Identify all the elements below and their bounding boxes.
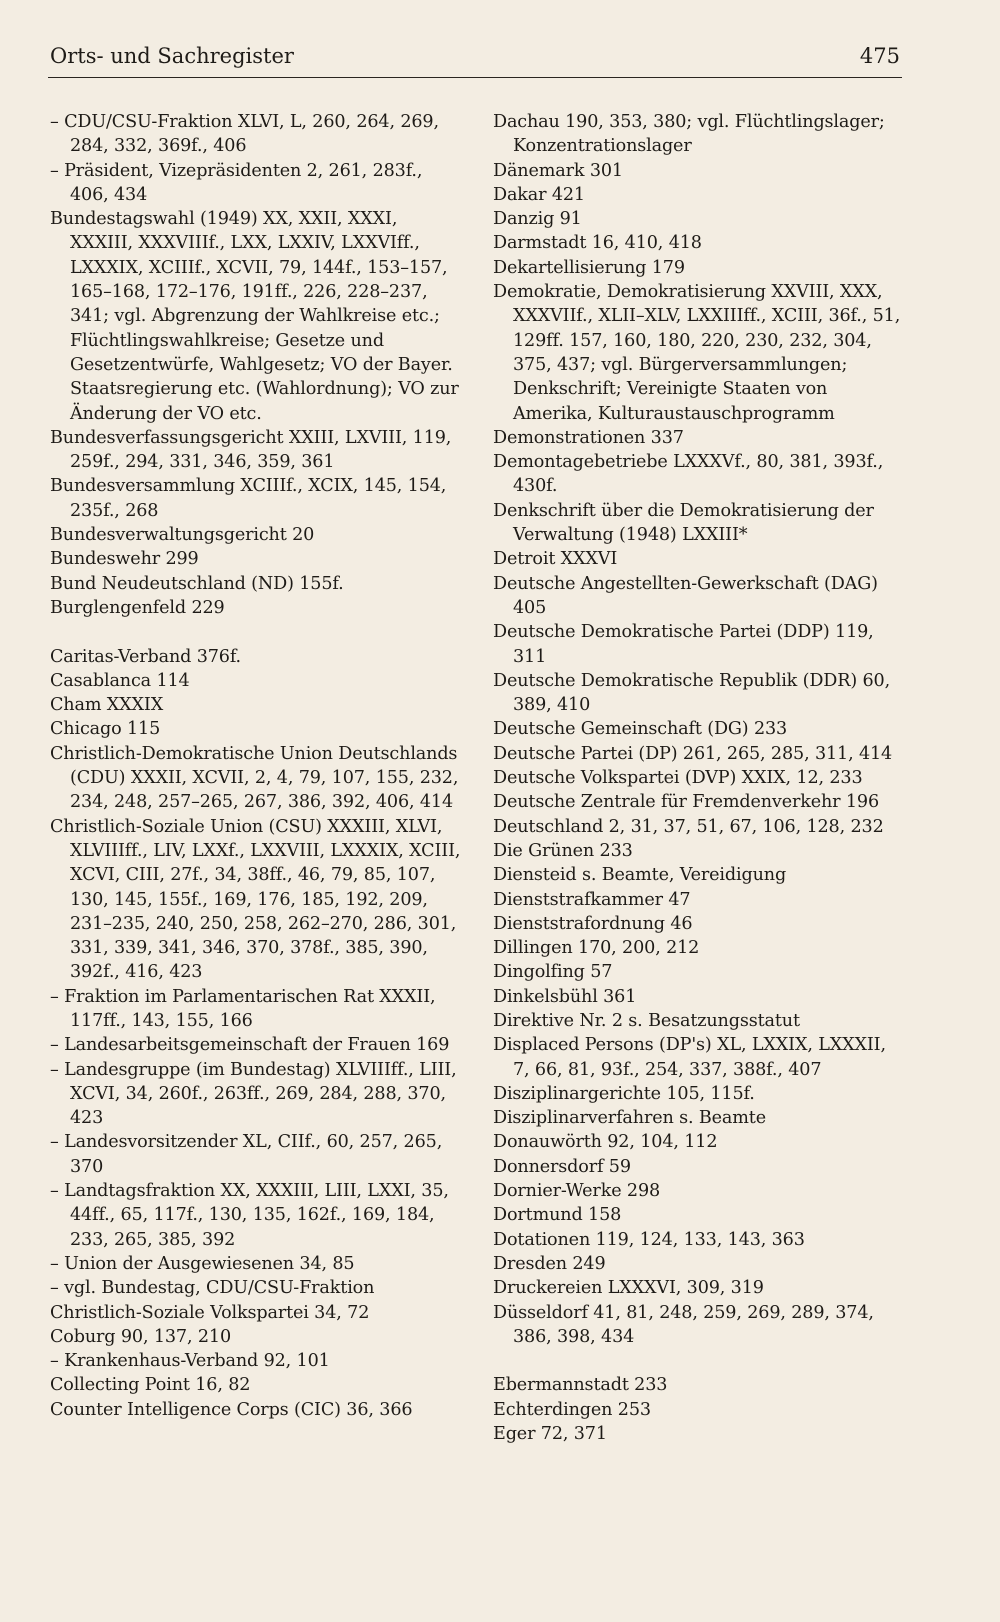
letter-group-gap — [50, 620, 462, 644]
index-entry: Darmstadt 16, 410, 418 — [493, 233, 702, 254]
index-entry: Düsseldorf 41, 81, 248, 259, 269, 289, 374, 386, 398, 434 — [493, 1302, 874, 1347]
index-entry: Deutsche Demokratische Republik (DDR) 60, 389, 410 — [493, 670, 891, 716]
index-entry: Dinkelsbühl 361 — [493, 986, 637, 1007]
index-subentry: – Landesvorsitzender XL, CIIf., 60, 257, 265, 370 — [50, 1132, 443, 1177]
index-entry: Demontagebetriebe LXXXVf., 80, 381, 393f., 430f. — [493, 452, 884, 497]
index-entry: Dienststrafkammer 47 — [493, 889, 691, 910]
index-entry: Dillingen 170, 200, 212 — [493, 938, 700, 959]
index-entry: Dienststrafordnung 46 — [493, 913, 693, 934]
index-entry: Denkschrift über die Demokratisierung der Verwaltung (1948) LXXIII* — [493, 500, 874, 546]
index-entry: Deutsche Angestellten-Gewerkschaft (DAG) 405 — [493, 573, 878, 618]
index-entry: Displaced Persons (DP's) XL, LXXIX, LXXXII, 7, 66, 81, 93f., 254, 337, 388f., 407 — [493, 1035, 886, 1080]
left-index-column — [50, 110, 462, 1422]
index-entry: Deutsche Gemeinschaft (DG) 233 — [493, 719, 788, 740]
header-rule — [48, 77, 902, 78]
index-entry: Dingolfing 57 — [493, 962, 613, 983]
index-subentry: – Landesarbeitsgemeinschaft der Frauen 169 — [50, 1035, 450, 1056]
index-entry: Deutsche Zentrale für Fremdenverkehr 196 — [493, 792, 880, 813]
index-entry: Deutsche Partei (DP) 261, 265, 285, 311, 414 — [493, 743, 893, 764]
index-entry: Caritas-Verband 376f. — [50, 646, 241, 667]
index-entry: Chicago 115 — [50, 719, 161, 740]
index-entry: Christlich-Soziale Volkspartei 34, 72 — [50, 1302, 370, 1323]
running-header-title: Orts- und Sachregister — [50, 44, 294, 68]
index-entry: Dachau 190, 353, 380; vgl. Flüchtlingslager; Konzentrationslager — [493, 112, 885, 157]
index-entry: Dakar 421 — [493, 184, 585, 205]
index-entry: Deutsche Volkspartei (DVP) XXIX, 12, 233 — [493, 768, 863, 789]
index-entry: Christlich-Demokratische Union Deutschlands (CDU) XXXII, XCVII, 2, 4, 79, 107, 155, 232, 234, 248, 257–265, 267, 386, 392, 406, 414 — [50, 743, 459, 813]
index-entry: Demokratie, Demokratisierung XXVIII, XXX, XXXVIIf., XLII–XLV, LXXIIIff., XCIII, 36f., 51, 129ff. 157, 160, 180, 220, 230, 232, 304, 375, 437; vgl. Bürgerversammlungen; Denkschrift; Vereinigte Staaten von Amerika, Kulturaustauschprogramm — [493, 282, 901, 424]
index-entry: Donauwörth 92, 104, 112 — [493, 1132, 718, 1153]
page-header — [48, 44, 900, 74]
index-entry: Counter Intelligence Corps (CIC) 36, 366 — [50, 1399, 413, 1420]
index-entry: Dornier-Werke 298 — [493, 1181, 661, 1202]
index-entry: Disziplinarverfahren s. Beamte — [493, 1108, 766, 1129]
page-number: 475 — [859, 44, 900, 68]
index-subentry: – Fraktion im Parlamentarischen Rat XXXII, 117ff., 143, 155, 166 — [50, 986, 436, 1031]
index-entry: Dresden 249 — [493, 1253, 606, 1274]
index-entry: Bundesversammlung XCIIIf., XCIX, 145, 154, 235f., 268 — [50, 476, 447, 521]
index-entry: Casablanca 114 — [50, 670, 190, 691]
index-entry: Collecting Point 16, 82 — [50, 1375, 251, 1396]
index-entry: Dortmund 158 — [493, 1205, 622, 1226]
index-entry: Dänemark 301 — [493, 160, 623, 181]
index-entry: Coburg 90, 137, 210 — [50, 1326, 231, 1347]
index-entry: Diensteid s. Beamte, Vereidigung — [493, 865, 787, 886]
index-entry: Deutsche Demokratische Partei (DDP) 119, 311 — [493, 622, 874, 667]
index-entry: Burglengenfeld 229 — [50, 597, 225, 618]
index-entry: Druckereien LXXXVI, 309, 319 — [493, 1278, 764, 1299]
index-entry: Dekartellisierung 179 — [493, 257, 685, 278]
index-entry: Bundesverfassungsgericht XXIII, LXVIII, 119, 259f., 294, 331, 346, 359, 361 — [50, 427, 452, 473]
index-subentry: – Präsident, Vizepräsidenten 2, 261, 283f., 406, 434 — [50, 160, 423, 205]
index-subentry: – Landesgruppe (im Bundestag) XLVIIIff., LIII, XCVI, 34, 260f., 263ff., 269, 284, 288, 370, 423 — [50, 1059, 457, 1129]
index-entry: Eger 72, 371 — [493, 1424, 607, 1445]
index-entry: Direktive Nr. 2 s. Besatzungsstatut — [493, 1010, 800, 1031]
index-entry: Bundeswehr 299 — [50, 549, 199, 570]
right-index-column — [493, 110, 903, 1446]
index-subentry: – CDU/CSU-Fraktion XLVI, L, 260, 264, 269, 284, 332, 369f., 406 — [50, 112, 439, 157]
index-entry: Bund Neudeutschland (ND) 155f. — [50, 573, 344, 594]
index-entry: Danzig 91 — [493, 209, 582, 230]
index-entry: Christlich-Soziale Union (CSU) XXXIII, XLVI, XLVIIIff., LIV, LXXf., LXXVIII, LXXXIX, XCIII, XCVI, CIII, 27f., 34, 38ff., 46, 79, 85, 107, 130, 145, 155f., 169, 176, 185, 192, 209, 231–235, 240, 250, 258, 262–270, 286, 301, 331, 339, 341, 346, 370, 378f., 385, 390, 392f., 416, 423 — [50, 816, 461, 983]
index-entry: Dotationen 119, 124, 133, 143, 363 — [493, 1229, 805, 1250]
index-entry: Echterdingen 253 — [493, 1399, 651, 1420]
index-entry: Bundestagswahl (1949) XX, XXII, XXXI, XXXIII, XXXVIIIf., LXX, LXXIV, LXXVIff., LXXXIX, XCIIIf., XCVII, 79, 144f., 153–157, 165–168, 172–176, 191ff., 226, 228–237, 341; vgl. Abgrenzung der Wahlkreise etc.; Flüchtlingswahlkreise; Gesetze und Gesetzentwürfe, Wahlgesetz; VO der Bayer. Staatsregierung etc. (Wahlordnung); VO zur Änderung der VO etc. — [50, 209, 459, 424]
index-subentry: – Krankenhaus-Verband 92, 101 — [50, 1351, 330, 1372]
index-entry: Detroit XXXVI — [493, 549, 618, 570]
index-entry: Bundesverwaltungsgericht 20 — [50, 525, 315, 546]
index-subentry: – vgl. Bundestag, CDU/CSU-Fraktion — [50, 1278, 375, 1299]
index-subentry: – Union der Ausgewiesenen 34, 85 — [50, 1253, 355, 1274]
index-subentry: – Landtagsfraktion XX, XXXIII, LIII, LXXI, 35, 44ff., 65, 117f., 130, 135, 162f., 169, 184, 233, 265, 385, 392 — [50, 1181, 449, 1250]
index-entry: Cham XXXIX — [50, 695, 164, 716]
index-entry: Donnersdorf 59 — [493, 1156, 631, 1177]
index-entry: Disziplinargerichte 105, 115f. — [493, 1083, 755, 1104]
index-entry: Deutschland 2, 31, 37, 51, 67, 106, 128, 232 — [493, 816, 884, 837]
letter-group-gap — [493, 1349, 903, 1373]
index-entry: Ebermannstadt 233 — [493, 1375, 668, 1396]
index-entry: Die Grünen 233 — [493, 840, 633, 861]
index-entry: Demonstrationen 337 — [493, 427, 684, 448]
